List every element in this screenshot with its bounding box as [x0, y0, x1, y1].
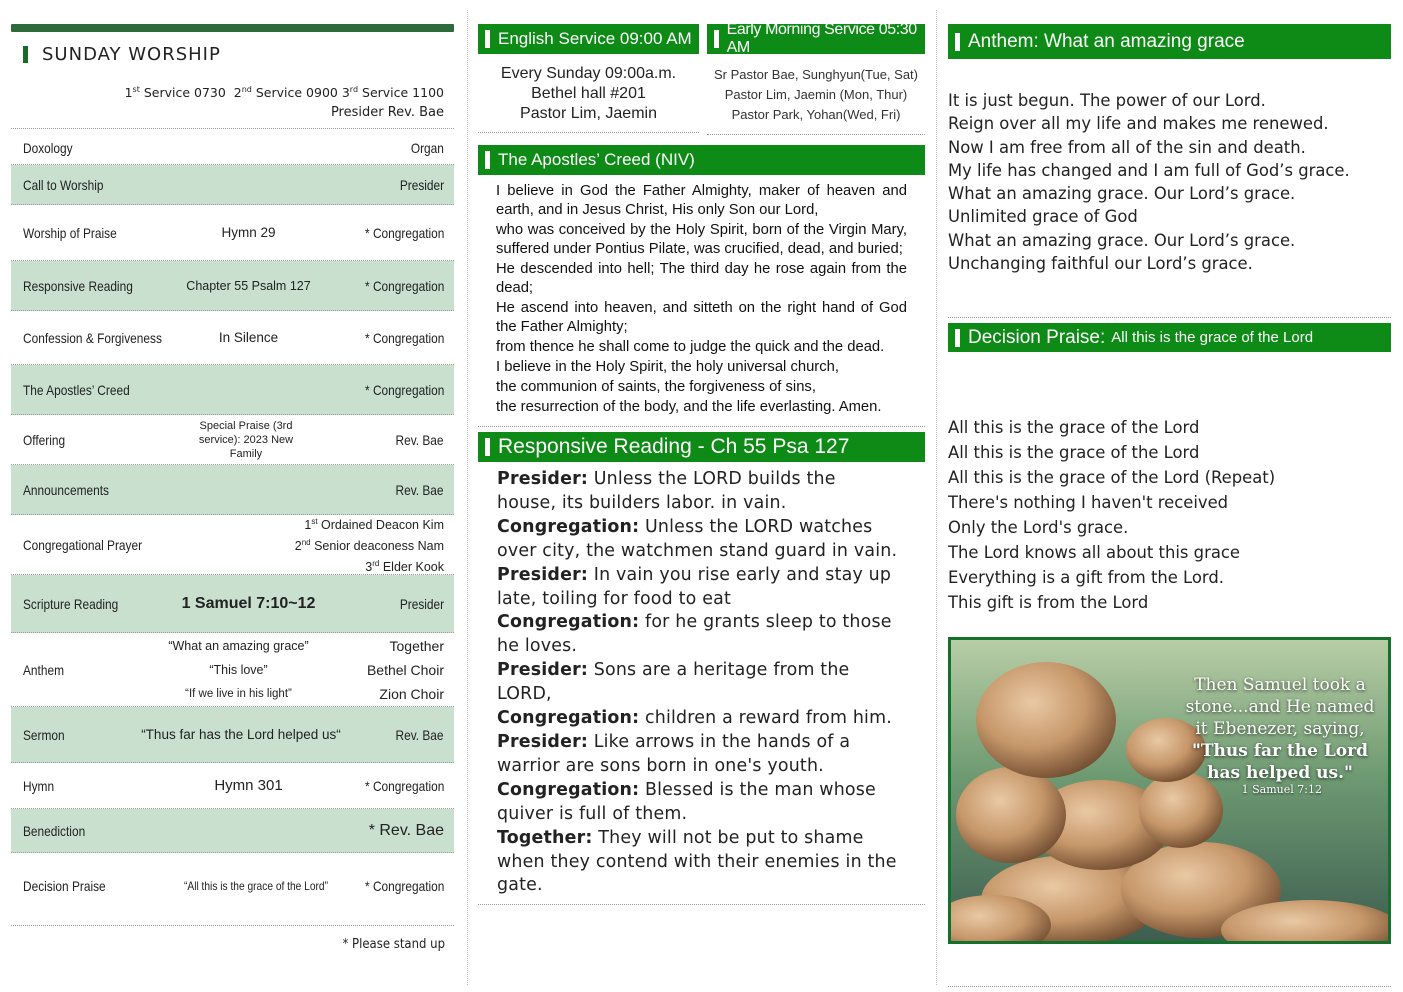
decision-header: [948, 323, 1391, 352]
ebenezer-stones-image: [948, 637, 1391, 944]
info-line: Every Sunday 09:00a.m.: [500, 65, 677, 82]
responsive-header: [478, 432, 925, 462]
row-name: Confession & Forgiveness: [23, 329, 162, 346]
worship-title: SUNDAY WORSHIP: [42, 44, 221, 65]
header-marker: [955, 33, 960, 51]
lyric-line: My life has changed and I am full of God’s grace.: [948, 160, 1350, 180]
row-detail: Hymn 301: [214, 777, 283, 795]
order-row: [11, 809, 454, 853]
service-3: 3rd Service 1100: [341, 85, 444, 101]
row-name: Hymn: [23, 777, 55, 794]
service-2: 2nd Service 0900: [233, 85, 338, 101]
anthem-song: “What an amazing grace”: [168, 638, 309, 653]
anthem-performer: Together: [389, 637, 444, 654]
row-name: Doxology: [23, 139, 73, 156]
row-leader: Organ: [410, 139, 444, 156]
order-list: [11, 131, 454, 919]
order-row: [11, 763, 454, 809]
header-marker: [955, 329, 960, 347]
early-service-details: [707, 54, 925, 135]
row-leader: * Congregation: [364, 277, 444, 294]
order-row: [11, 205, 454, 261]
english-service-title: English Service 09:00 AM: [498, 29, 692, 48]
row-leader: * Rev. Bae: [368, 821, 444, 839]
quote-text: Then Samuel took a stone...and He named it Ebenezer, saying,: [1185, 675, 1375, 740]
row-leader: Rev. Bae: [395, 726, 444, 743]
prayer-leader: 2nd Senior deaconess Nam: [294, 538, 444, 554]
quote-emphasis: "Thus far the Lord has helped us.": [1191, 741, 1368, 784]
responsive-item: Congregation: Blessed is the man whose quiver is full of them.: [497, 779, 876, 824]
order-row: [11, 131, 454, 165]
responsive-item: Congregation: for he grants sleep to those he loves.: [497, 612, 892, 657]
lyric-line: This gift is from the Lord: [948, 593, 1149, 613]
row-detail: Special Praise (3rd service): 2023 New Family: [198, 419, 294, 460]
decision-lyrics: [948, 352, 1391, 615]
row-name: Anthem: [23, 661, 65, 678]
order-row: [11, 311, 454, 365]
info-line: Pastor Lim, Jaemin (Mon, Thur): [724, 87, 908, 102]
lyric-line: Everything is a gift from the Lord.: [948, 568, 1224, 588]
lyric-line: Unlimited grace of God: [948, 207, 1138, 227]
row-name: The Apostles’ Creed: [23, 381, 130, 398]
early-service-title: Early Morning Service 05:30 AM: [726, 21, 917, 56]
anthem-performer: Zion Choir: [379, 685, 444, 702]
section-rule: [948, 317, 1391, 318]
lyric-line: There's nothing I haven't received: [948, 493, 1229, 513]
header-marker: [485, 438, 490, 456]
anthem-song: “This love”: [209, 662, 268, 677]
lyric-line: Only the Lord's grace.: [948, 518, 1129, 538]
order-row: [11, 415, 454, 465]
lyric-line: Reign over all my life and makes me renewed.: [948, 114, 1329, 134]
row-name: Benediction: [23, 822, 86, 839]
heading-marker: [23, 46, 28, 63]
row-name: Decision Praise: [23, 878, 106, 895]
row-name: Scripture Reading: [23, 595, 119, 612]
right-panel: [948, 24, 1391, 987]
row-name: Responsive Reading: [23, 277, 133, 294]
anthem-song: “If we live in his light”: [185, 687, 292, 700]
prayer-leader: 3rd Elder Kook: [365, 559, 444, 575]
info-line: Bethel hall #201: [531, 85, 646, 102]
creed-line: the resurrection of the body, and the life everlasting. Amen.: [496, 399, 882, 415]
responsive-item: Presider: Like arrows in the hands of a warrior are sons born in one's youth.: [497, 731, 851, 776]
responsive-item: Congregation: children a reward from him.: [497, 708, 892, 729]
creed-line: I believe in the Holy Spirit, the holy universal church,: [496, 359, 839, 375]
order-row: [11, 575, 454, 633]
row-name: Congregational Prayer: [23, 536, 143, 553]
lyric-line: What an amazing grace. Our Lord’s grace.: [948, 230, 1296, 250]
row-detail: “Thus far has the Lord helped us“: [141, 727, 341, 743]
middle-panel: [478, 21, 925, 905]
order-row: [11, 365, 454, 415]
creed-line: who was conceived by the Holy Spirit, born of the Virgin Mary, suffered under Pontius Pilate, was crucified, dead, and buried;: [496, 222, 907, 257]
service-times: [11, 65, 454, 100]
service-1: 1st Service 0730: [124, 85, 226, 101]
lyric-line: Unchanging faithful our Lord’s grace.: [948, 254, 1253, 274]
row-detail: Hymn 29: [221, 225, 276, 241]
order-row: [11, 707, 454, 763]
lyric-line: All this is the grace of the Lord: [948, 418, 1200, 438]
english-service: [478, 24, 699, 135]
row-detail: Chapter 55 Psalm 127: [186, 278, 311, 293]
row-leader: * Congregation: [364, 224, 444, 241]
responsive-item: Presider: In vain you rise early and stay up late, toiling for food to eat: [497, 564, 892, 609]
early-service-header: [707, 21, 925, 56]
worship-heading: [11, 32, 454, 65]
row-leader: * Congregation: [364, 878, 444, 895]
lyric-line: Now I am free from all of the sin and death.: [948, 137, 1306, 157]
prayer-leaders: [295, 513, 444, 576]
creed-title: The Apostles’ Creed (NIV): [498, 150, 695, 169]
anthem-lyrics: [948, 59, 1391, 275]
row-detail: In Silence: [218, 330, 279, 346]
column-divider: [936, 10, 937, 985]
row-leader: * Congregation: [364, 777, 444, 794]
worship-order-panel: [11, 24, 454, 952]
lyric-line: It is just begun. The power of our Lord.: [948, 91, 1266, 110]
anthem-header: [948, 24, 1391, 59]
photo-quote: [1180, 674, 1380, 784]
decision-subtitle: All this is the grace of the Lord: [1111, 329, 1314, 347]
top-rule: [11, 24, 454, 32]
order-row: [11, 853, 454, 919]
row-leader: Rev. Bae: [395, 431, 444, 448]
anthem-performers: [367, 634, 444, 706]
responsive-item: Congregation: Unless the LORD watches over city, the watchmen stand guard in vain.: [497, 516, 898, 561]
bottom-rule: [948, 986, 1391, 987]
creed-line: He ascend into heaven, and sitteth on the right hand of God the Father Almighty;: [496, 300, 907, 335]
lyric-line: What an amazing grace. Our Lord’s grace.: [948, 184, 1296, 204]
responsive-item: Presider: Sons are a heritage from the LORD,: [497, 660, 850, 705]
header-marker: [714, 30, 719, 48]
responsive-item: Together: They will not be put to shame when they contend with their enemies in the gate.: [497, 827, 897, 896]
order-row: [11, 465, 454, 515]
row-leader: * Congregation: [364, 329, 444, 346]
prayer-leader: 1st Ordained Deacon Kim: [304, 516, 444, 533]
anthem-performer: Bethel Choir: [366, 661, 444, 678]
decision-title: Decision Praise:: [968, 326, 1106, 348]
lyric-line: All this is the grace of the Lord: [948, 443, 1200, 463]
row-leader: * Congregation: [364, 381, 444, 398]
header-marker: [485, 151, 490, 169]
row-detail: 1 Samuel 7:10~12: [181, 594, 316, 612]
responsive-title: Responsive Reading - Ch 55 Psa 127: [498, 435, 850, 458]
row-name: Call to Worship: [23, 176, 104, 193]
order-row: [11, 165, 454, 205]
info-line: Pastor Park, Yohan(Wed, Fri): [731, 107, 901, 122]
creed-header: [478, 145, 925, 175]
anthem-title: Anthem: What an amazing grace: [968, 30, 1245, 52]
row-name: Announcements: [23, 481, 110, 498]
header-marker: [485, 30, 490, 48]
creed-text: [478, 175, 925, 427]
creed-line: He descended into hell; The third day he rose again from the dead;: [496, 261, 907, 296]
order-row: [11, 261, 454, 311]
english-service-header: [478, 24, 699, 54]
service-info: [478, 21, 925, 135]
row-detail: “All this is the grace of the Lord”: [183, 879, 328, 894]
creed-line: from thence he shall come to judge the quick and the dead.: [496, 339, 885, 355]
presider-line: Presider Rev. Bae: [11, 100, 454, 129]
creed-line: I believe in God the Father Almighty, maker of heaven and earth, and in Jesus Christ, His only Son our Lord,: [496, 183, 907, 218]
info-line: Pastor Lim, Jaemin: [520, 105, 657, 122]
row-leader: Presider: [399, 595, 444, 612]
responsive-item: Presider: Unless the LORD builds the house, its builders labor. in vain.: [497, 469, 836, 513]
stand-note: * Please stand up: [342, 937, 445, 953]
info-line: Sr Pastor Bae, Sunghyun(Tue, Sat): [713, 67, 918, 82]
row-name: Sermon: [23, 726, 65, 743]
row-name: Offering: [23, 431, 66, 448]
order-row: [11, 633, 454, 707]
anthem-songs: [151, 634, 326, 706]
quote-reference: 1 Samuel 7:12: [1241, 783, 1322, 797]
early-service: [707, 21, 925, 135]
row-name: Worship of Praise: [23, 224, 117, 241]
lyric-line: All this is the grace of the Lord (Repeat): [948, 468, 1276, 488]
order-row: [11, 515, 454, 575]
lyric-line: The Lord knows all about this grace: [948, 543, 1240, 563]
english-service-details: [478, 54, 699, 133]
column-divider: [467, 10, 468, 985]
row-leader: Presider: [399, 176, 444, 193]
creed-line: the communion of saints, the forgiveness of sins,: [496, 379, 816, 395]
responsive-text: [478, 462, 925, 905]
row-leader: Rev. Bae: [395, 481, 444, 498]
